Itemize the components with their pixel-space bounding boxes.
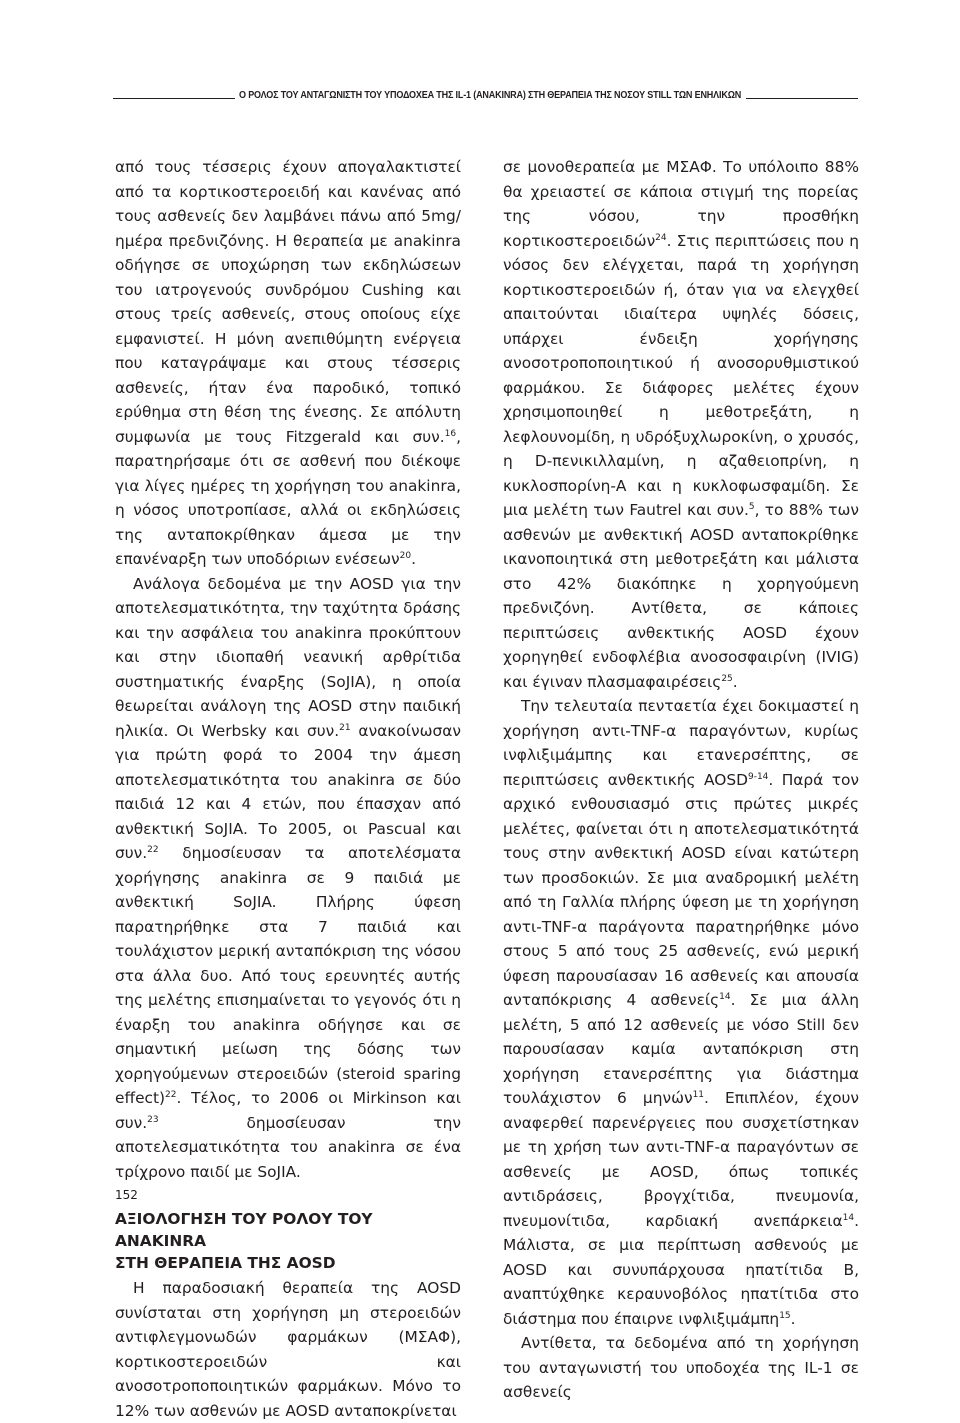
citation: 22 (147, 844, 159, 855)
section-heading: ΑΞΙΟΛΟΓΗΣΗ ΤΟΥ ΡΟΛΟΥ ΤΟΥ ANAKINRA ΣΤΗ ΘΕΡΑΠΕΙΑ ΤΗΣ AOSD (115, 1210, 373, 1272)
paragraph: Την τελευταία πενταετία έχει δοκιμαστεί η χορήγηση αντι-TNF-α παραγόντων, κυρίως ινφλιξιμάμπης και ετανερσέπτης, σε περιπτώσεις ανθεκτικής AOSD$^{9-14}$. Παρά τον αρχικό ενθουσιασμό στις πρώτες μικρές μελέτες, φαίνεται ότι η αποτελεσματικότητά τους στην ανθεκτική AOSD είναι κατώτερη των προσδοκιών. Σε μια αναδρομική μελέτη από τη Γαλλία πλήρης ύφεση με τη χορήγηση αντι-TNF-α παράγοντα παρατηρήθηκε μόνο στους 5 από τους 25 ασθενείς, ενώ μερική ύφεση παρουσίασαν 16 ασθενείς και απουσία ανταπόκρισης 4 ασθενείς$^{14}$. Σε μια άλλη μελέτη, 5 από 12 ασθενείς με νόσο Still δεν παρουσίασαν καμία ανταπόκριση στη χορήγηση ετανερσέπτης για διάστημα τουλάχιστον 6 μηνών$^{11}$. Επιπλέον, έχουν αναφερθεί παρενέργειες που συσχετίστηκαν με τη χρήση των αντι-TNF-α παραγόντων σε ασθενείς με AOSD, όπως τοπικές αντιδράσεις, βρογχίτιδα, πνευμονία, πνευμονίτιδα, καρδιακή ανεπάρκεια$^{14}$. Μάλιστα, σε μια περίπτωση ασθενούς με AOSD και συνυπάρχουσα ηπατίτιδα Β, αναπτύχθηκε κεραυνοβόλος ηπατίτιδα στο διάστημα που έπαιρνε ινφλιξιμάμπη$^{15}$. (503, 697, 860, 1328)
citation: 9-14 (747, 771, 769, 782)
left-column (115, 155, 461, 1423)
citation: 5 (748, 501, 755, 512)
paragraph: Αντίθετα, τα δεδομένα από τη χορήγηση του ανταγωνιστή του υποδοχέα της IL-1 σε ασθενείς (503, 1334, 859, 1401)
citation: 20 (399, 550, 412, 561)
right-column (503, 155, 859, 1405)
header-rule-left (113, 98, 235, 99)
citation: 14 (842, 1212, 855, 1223)
citation: 14 (719, 991, 731, 1002)
paragraph: Ανάλογα δεδομένα με την AOSD για την αποτελεσματικότητα, την ταχύτητα δράσης και την ασφάλεια του anakinra προκύπτουν και στην ιδιοπαθή νεανική αρθρίτιδα συστηματικής έναρξης (SoJIA), η οποία θεωρείται ανάλογη της AOSD στην παιδική ηλικία. Οι Werbsky και συν.$^{21}$ ανακοίνωσαν για πρώτη φορά το 2004 την άμεση αποτελεσματικότητα του anakinra σε δύο παιδιά 12 και 4 ετών, που έπασχαν από ανθεκτική SoJIA. Το 2005, οι Pascual και συν.$^{22}$ δημοσίευσαν τα αποτελέσματα χορήγησης anakinra σε 9 παιδιά με ανθεκτική SoJIA. Πλήρης ύφεση παρατηρήθηκε στα 7 παιδιά και τουλάχιστον μερική ανταπόκριση της νόσου στα άλλα δυο. Από τους ερευνητές αυτής της μελέτης επισημαίνεται το γεγονός ότι η έναρξη του anakinra οδήγησε και σε σημαντική μείωση της δόσης των χορηγούμενων στεροειδών (steroid sparing effect)$^{22}$. Τέλος, το 2006 οι Mirkinson και συν.$^{23}$ δημοσίευσαν την αποτελεσματικότητα του anakinra σε ένα τρίχρονο παιδί με SoJIA. (115, 574, 461, 1181)
citation: 25 (721, 673, 733, 684)
citation: 16 (444, 428, 457, 439)
header-rule-right (746, 98, 858, 99)
paragraph: σε μονοθεραπεία με ΜΣΑΦ. Το υπόλοιπο 88% θα χρειαστεί σε κάποια στιγμή της πορείας της νόσου, την προσθήκη κορτικοστεροειδών$^{24}$. Στις περιπτώσεις που η νόσος δεν ελέγχεται, παρά τη χορήγηση κορτικοστεροειδών ή, όταν για να ελεγχθεί απαιτούνται ιδιαίτερα υψηλές δόσεις, υπάρχει ένδειξη χορήγησης ανοσοτροποποιητικού ή ανοσορυθμιστικού φαρμάκου. Σε διάφορες μελέτες έχουν χρησιμοποιηθεί η μεθοτρεξάτη, η λεφλουνομίδη, η υδρόξυχλωροκίνη, ο χρυσός, η D-πενικιλλαμίνη, η αζαθειοπρίνη, η κυκλοσπορίνη-Α και η κυκλοφωσφαμίδη. Σε μια μελέτη των Fautrel και συν.$^5$, το 88% των ασθενών με ανθεκτική AOSD ανταποκρίθηκε ικανοποιητικά στη μεθοτρεξάτη και μάλιστα στο 42% διακόπηκε η χορηγούμενη πρεδνιζόνη. Αντίθετα, σε κάποιες περιπτώσεις ανθεκτικής AOSD έχουν χορηγηθεί ενδοφλέβια ανοσοσφαιρίνη (IVIG) και έγιναν πλασμαφαιρέσεις$^{25}$. (503, 158, 859, 691)
page-number: 152 (115, 1188, 138, 1202)
paragraph: από τους τέσσερις έχουν απογαλακτιστεί από τα κορτικοστεροειδή και κανένας από τους ασθενείς δεν λαμβάνει πάνω από 5mg/ημέρα πρεδνιζόνης. Η θεραπεία με anakinra οδήγησε σε υποχώρηση των εκδηλώσεων του ιατρογενούς συνδρόμου Cushing και στους τρείς ασθενείς, στους οποίους είχε εμφανιστεί. Η μόνη ανεπιθύμητη ενέργεια που καταγράψαμε και στους τέσσερις ασθενείς, ήταν ένα παροδικό, τοπικό ερύθημα στη θέση της ένεσης. Σε απόλυτη συμφωνία με τους Fitzgerald και συν.$^{16}$, παρατηρήσαμε ότι σε ασθενή που διέκοψε για λίγες ημέρες τη χορήγηση του anakinra, η νόσος υποτροπίασε, αλλά οι εκδηλώσεις της ανταποκρίθηκαν άμεσα με την επανέναρξη των υποδόριων ενέσεων$^{20}$. (115, 158, 461, 568)
citation: 21 (339, 722, 351, 733)
citation: 22 (165, 1089, 177, 1100)
paragraph: Η παραδοσιακή θεραπεία της AOSD συνίσταται στη χορήγηση μη στεροειδών αντιφλεγμονωδών φαρμάκων (ΜΣΑΦ), κορτικοστεροειδών και ανοσοτροποποιητικών φαρμάκων. Μόνο το 12% των ασθενών με AOSD ανταποκρίνεται (115, 1279, 461, 1420)
citation: 24 (655, 232, 667, 243)
running-head: Ο ΡΟΛΟΣ ΤΟΥ ΑΝΤΑΓΩΝΙΣΤΗ ΤΟΥ ΥΠΟΔΟΧΕΑ ΤΗΣ IL-1 (ANAKINRA) ΣΤΗ ΘΕΡΑΠΕΙΑ ΤΗΣ ΝΟΣΟΥ STILL ΤΩΝ ΕΝΗΛΙΚΩΝ (239, 89, 742, 101)
citation: 23 (147, 1114, 159, 1125)
citation: 11 (692, 1089, 705, 1100)
citation: 15 (779, 1310, 791, 1321)
